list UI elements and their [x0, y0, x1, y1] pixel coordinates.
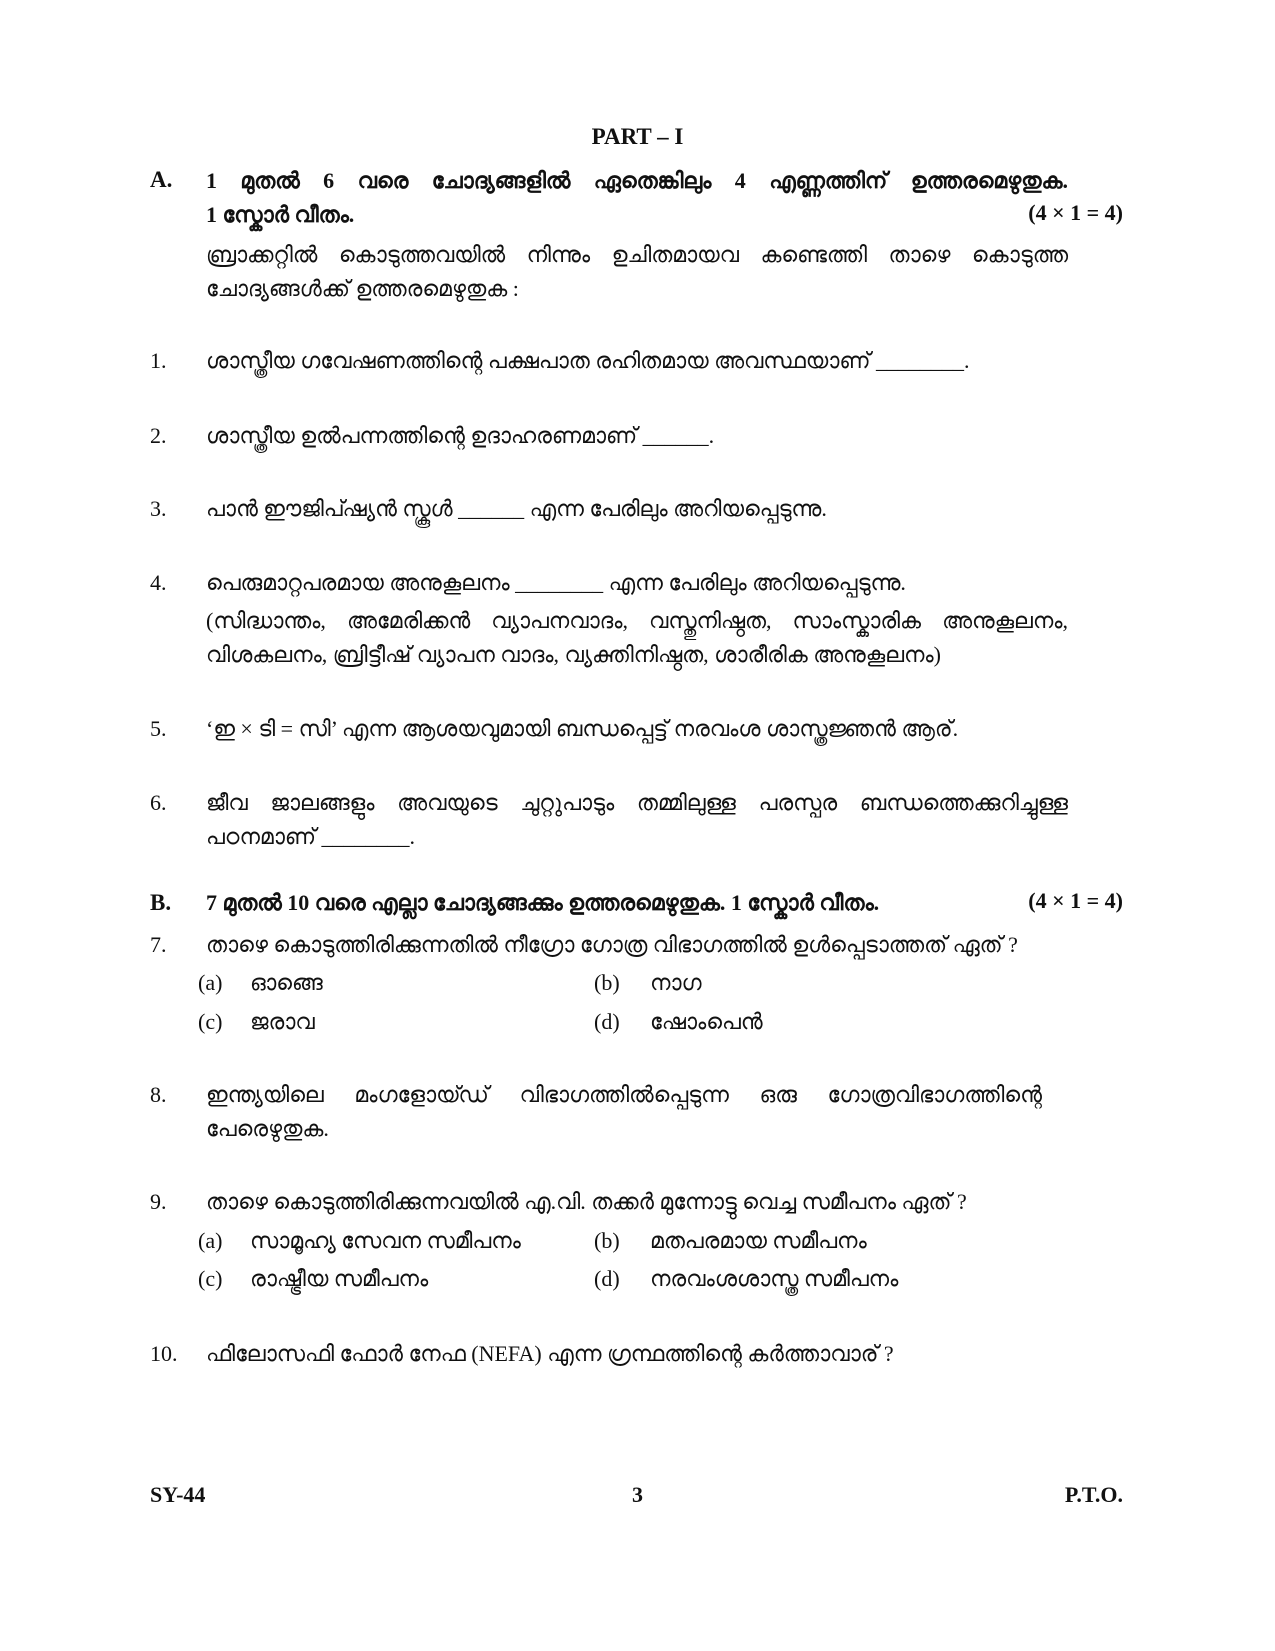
q9-option-c-label: (c) [198, 1266, 223, 1291]
q1-text: ശാസ്ത്രീയ ഗവേഷണത്തിന്റെ പക്ഷപാത രഹിതമായ അവസ്ഥയാണ് ________. [206, 348, 970, 373]
section-a-letter: A. [150, 167, 173, 192]
q4-text: പെരുമാറ്റപരമായ അനുകൂലനം ________ എന്ന പേരിലും അറിയപ്പെടുന്നു. [206, 570, 906, 595]
q6-text: ജീവ ജാലങ്ങളും അവയുടെ ചുറ്റുപാടും തമ്മിലുള്ള പരസ്പര ബന്ധത്തെക്കുറിച്ചുള്ള [206, 790, 1068, 815]
q7-option-b-text: നാഗ [650, 970, 702, 995]
section-a-heading-line2: 1 സ്കോർ വീതം. [206, 202, 355, 227]
q2-number: 2. [150, 423, 167, 448]
q9-option-b-text: മതപരമായ സമീപനം [650, 1228, 867, 1253]
section-b-heading: 7 മുതൽ 10 വരെ എല്ലാ ചോദ്യങ്ങക്കും ഉത്തരമെഴുതുക. 1 സ്കോർ വീതം. [206, 890, 880, 915]
q8-text-line2: പേരെഴുതുക. [206, 1116, 329, 1141]
section-a-instruction-line2: ചോദ്യങ്ങൾക്ക് ഉത്തരമെഴുതുക : [206, 276, 519, 301]
q8-number: 8. [150, 1082, 167, 1107]
page-number: 3 [632, 1482, 643, 1507]
q10-text: ഫിലോസഫി ഫോർ നേഫ (NEFA) എന്ന ഗ്രന്ഥത്തിന്റെ കർത്താവാര് ? [206, 1341, 894, 1366]
q9-text: താഴെ കൊടുത്തിരിക്കുന്നവയിൽ എ.വി. തക്കർ മുന്നോട്ടു വെച്ച സമീപനം ഏത് ? [206, 1189, 967, 1214]
q4-bracket-options-line2: വിശകലനം, ബ്രിട്ടീഷ് വ്യാപന വാദം, വ്യക്തിനിഷ്ഠത, ശാരീരിക അനുകൂലനം) [206, 642, 941, 667]
q7-number: 7. [150, 932, 167, 957]
q7-option-b-label: (b) [594, 970, 620, 995]
q9-option-d-label: (d) [594, 1266, 620, 1291]
q7-option-d-label: (d) [594, 1009, 620, 1034]
q3-text: പാൻ ഈജിപ്ഷ്യൻ സ്കൂൾ ______ എന്ന പേരിലും അറിയപ്പെടുന്നു. [206, 496, 827, 521]
q9-option-d-text: നരവംശശാസ്ത്ര സമീപനം [650, 1266, 899, 1291]
q9-option-b-label: (b) [594, 1228, 620, 1253]
q8-text: ഇന്ത്യയിലെ മംഗളോയ്ഡ് വിഭാഗത്തിൽപ്പെടുന്ന ഒരു ഗോത്രവിഭാഗത്തിന്റെ [206, 1082, 1042, 1107]
q10-number: 10. [150, 1341, 178, 1366]
section-a-heading: 1 മുതൽ 6 വരെ ചോദ്യങ്ങളിൽ ഏതെങ്കിലും 4 എണ്ണത്തിന് ഉത്തരമെഴുതുക. [206, 168, 1068, 193]
q9-number: 9. [150, 1189, 167, 1214]
q7-option-c-text: ജരാവ [250, 1009, 315, 1034]
pto-label: P.T.O. [1064, 1482, 1123, 1507]
q5-number: 5. [150, 716, 167, 741]
q9-option-a-text: സാമൂഹ്യ സേവന സമീപനം [250, 1228, 521, 1253]
q2-text: ശാസ്ത്രീയ ഉൽപന്നത്തിന്റെ ഉദാഹരണമാണ് ______. [206, 423, 715, 448]
section-a-instruction: ബ്രാക്കറ്റിൽ കൊടുത്തവയിൽ നിന്നും ഉചിതമായവ കണ്ടെത്തി താഴെ കൊടുത്ത [206, 242, 1068, 267]
q7-option-c-label: (c) [198, 1009, 223, 1034]
q7-option-a-label: (a) [198, 970, 223, 995]
q9-option-c-text: രാഷ്ട്രീയ സമീപനം [250, 1266, 429, 1291]
q6-number: 6. [150, 790, 167, 815]
q3-number: 3. [150, 496, 167, 521]
q1-number: 1. [150, 348, 167, 373]
section-b-score: (4 × 1 = 4) [1028, 888, 1123, 913]
section-b-letter: B. [150, 890, 172, 915]
q9-option-a-label: (a) [198, 1228, 223, 1253]
q7-text: താഴെ കൊടുത്തിരിക്കുന്നതിൽ നീഗ്രോ ഗോത്ര വിഭാഗത്തിൽ ഉൾപ്പെടാത്തത് ഏത് ? [206, 932, 1018, 957]
q5-text: ‘ഇ × ടി = സി’ എന്ന ആശയവുമായി ബന്ധപ്പെട്ട് നരവംശ ശാസ്ത്രജ്ഞൻ ആര്. [206, 716, 959, 741]
q4-number: 4. [150, 570, 167, 595]
q4-bracket-options: (സിദ്ധാന്തം, അമേരിക്കൻ വ്യാപനവാദം, വസ്തുനിഷ്ഠത, സാംസ്കാരിക അനുകൂലനം, [206, 608, 1068, 633]
part-title: PART – I [591, 124, 684, 149]
q7-option-d-text: ഷോംപെൻ [650, 1009, 763, 1034]
q7-option-a-text: ഓങ്ങെ [250, 970, 323, 995]
paper-code: SY-44 [150, 1482, 206, 1507]
q6-text-line2: പഠനമാണ് ________. [206, 824, 415, 849]
section-a-score: (4 × 1 = 4) [1028, 200, 1123, 225]
